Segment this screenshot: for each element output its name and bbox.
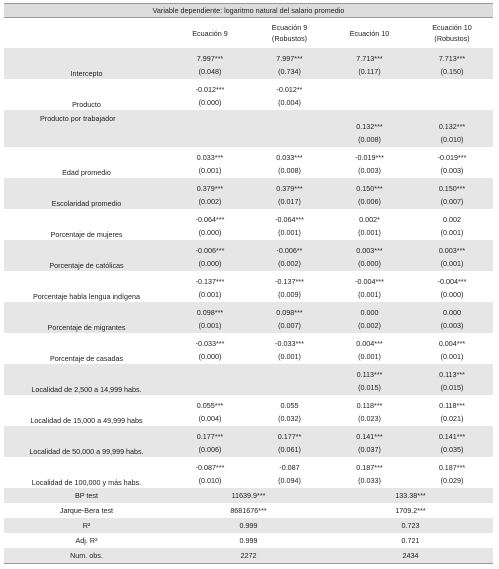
variable-label: Edad promedio xyxy=(62,168,111,177)
coefficient-cell: 0.177*** xyxy=(169,426,251,442)
coefficient-row xyxy=(4,364,493,380)
coefficient-cell: 0.055*** xyxy=(196,401,224,410)
statistic-label: Jarque-Bera test xyxy=(59,506,114,515)
std-error-cell: (0.002) xyxy=(169,194,251,209)
coefficient-cell: 0.379*** xyxy=(251,178,328,194)
std-error-cell: (0.007) xyxy=(251,318,328,333)
coefficient-row xyxy=(4,48,493,64)
coefficient-cell: 0.141*** xyxy=(411,426,493,442)
variable-label: Porcentaje de mujeres xyxy=(50,230,123,239)
std-error-cell: (0.001) xyxy=(278,352,301,361)
coefficient-row xyxy=(4,426,493,442)
std-error-cell xyxy=(169,132,251,147)
std-error-cell: (0.117) xyxy=(328,64,411,79)
std-error-cell: (0.001) xyxy=(440,228,464,237)
column-header-line1: Ecuación 9 xyxy=(271,23,308,32)
statistic-value-eq9: 0.999 xyxy=(169,518,328,533)
coefficient-cell: 0.003*** xyxy=(328,240,411,256)
coefficient-cell: -0.064*** xyxy=(275,215,304,224)
coefficient-cell: 0.033*** xyxy=(276,153,303,162)
std-error-cell xyxy=(411,95,493,110)
std-error-cell: (0.006) xyxy=(328,194,411,209)
column-header-row xyxy=(4,18,493,49)
coefficient-cell: 7.713*** xyxy=(411,48,493,64)
coefficient-cell: -0.137*** xyxy=(275,277,304,286)
coefficient-row xyxy=(4,333,493,349)
coefficient-row xyxy=(4,110,493,132)
coefficient-cell: 0.118*** xyxy=(439,401,465,410)
statistic-row xyxy=(4,503,493,518)
coefficient-row xyxy=(4,209,493,225)
std-error-cell: (0.010) xyxy=(411,132,493,147)
coefficient-cell xyxy=(411,79,493,95)
coefficient-cell: 0.098*** xyxy=(169,302,251,318)
std-error-cell: (0.048) xyxy=(169,64,251,79)
coefficient-cell: 0.000 xyxy=(328,302,411,318)
coefficient-cell xyxy=(169,364,251,380)
column-header xyxy=(169,18,251,49)
std-error-cell: (0.000) xyxy=(198,228,222,237)
std-error-cell: (0.033) xyxy=(358,476,381,485)
std-error-cell: (0.029) xyxy=(440,476,464,485)
column-header-line1: Ecuación 9 xyxy=(192,28,228,38)
coefficient-row xyxy=(4,302,493,318)
std-error-cell: (0.003) xyxy=(358,166,381,175)
coefficient-cell: 0.113*** xyxy=(411,364,493,380)
std-error-cell: (0.001) xyxy=(358,290,381,299)
coefficient-row xyxy=(4,178,493,194)
std-error-cell: (0.001) xyxy=(358,352,381,361)
variable-label: Producto xyxy=(72,100,101,109)
std-error-cell: (0.015) xyxy=(411,380,493,395)
statistic-value-eq9: 8681676*** xyxy=(230,506,267,515)
coefficient-row xyxy=(4,271,493,287)
statistic-row xyxy=(4,518,493,533)
statistic-value-eq10: 0.721 xyxy=(401,536,420,545)
statistic-label: R² xyxy=(4,518,169,533)
statistic-row xyxy=(4,548,493,564)
coefficient-cell: 0.002* xyxy=(359,215,380,224)
table-caption: Variable dependiente: logaritmo natural del salario promedio xyxy=(4,4,493,18)
variable-label: Localidad de 100,000 y más habs. xyxy=(31,478,142,487)
statistic-row xyxy=(4,488,493,503)
std-error-cell: (0.009) xyxy=(278,290,301,299)
coefficient-cell: -0.012** xyxy=(276,85,303,94)
header-corner xyxy=(4,18,169,49)
variable-label: Localidad de 2,500 a 14,999 habs. xyxy=(4,364,169,395)
coefficient-cell: -0.006** xyxy=(251,240,328,256)
coefficient-cell: 0.033*** xyxy=(196,153,224,162)
std-error-cell: (0.002) xyxy=(328,318,411,333)
variable-label: Porcentaje habla lengua indígena xyxy=(32,292,141,301)
column-header-line2: (Robustos) xyxy=(434,34,470,43)
variable-label: Porcentaje de católicas xyxy=(4,240,169,271)
regression-table xyxy=(4,3,493,564)
variable-label: Localidad de 15,000 a 49,999 habs xyxy=(30,416,143,425)
column-header xyxy=(328,18,411,49)
variable-label: Porcentaje de migrantes xyxy=(4,302,169,333)
std-error-cell: (0.008) xyxy=(278,166,301,175)
std-error-cell: (0.000) xyxy=(169,256,251,271)
std-error-cell: (0.023) xyxy=(358,414,381,423)
statistic-value-eq9: 0.999 xyxy=(239,536,258,545)
coefficient-cell: 0.118*** xyxy=(356,401,383,410)
variable-label: Intercepto xyxy=(4,48,169,79)
std-error-cell: (0.061) xyxy=(251,442,328,457)
variable-label: Localidad de 50,000 a 99,999 habs. xyxy=(4,426,169,457)
coefficient-cell: 0.004*** xyxy=(438,339,466,348)
std-error-cell: (0.001) xyxy=(198,290,222,299)
coefficient-cell: 7.997*** xyxy=(251,48,328,64)
coefficient-cell: -0.137*** xyxy=(195,277,225,286)
coefficient-row xyxy=(4,457,493,473)
coefficient-cell: -0.004*** xyxy=(437,277,467,286)
coefficient-cell: -0.033*** xyxy=(195,339,225,348)
coefficient-cell: -0.087 xyxy=(279,463,300,472)
coefficient-cell xyxy=(328,79,411,95)
std-error-cell: (0.035) xyxy=(411,442,493,457)
std-error-cell: (0.003) xyxy=(440,166,464,175)
regression-table-document xyxy=(4,3,493,564)
coefficient-cell: 0.150*** xyxy=(328,178,411,194)
std-error-cell: (0.003) xyxy=(411,318,493,333)
coefficient-cell: -0.033*** xyxy=(275,339,304,348)
std-error-cell: (0.007) xyxy=(411,194,493,209)
statistic-label: Num. obs. xyxy=(4,548,169,564)
statistic-value-eq10: 1709.2*** xyxy=(395,506,426,515)
std-error-cell: (0.017) xyxy=(251,194,328,209)
caption-row xyxy=(4,4,493,18)
std-error-cell xyxy=(251,380,328,395)
coefficient-cell: 0.187*** xyxy=(438,463,466,472)
coefficient-cell: 0.098*** xyxy=(251,302,328,318)
coefficient-row xyxy=(4,79,493,95)
std-error-cell: (0.734) xyxy=(251,64,328,79)
coefficient-cell: 0.113*** xyxy=(328,364,411,380)
column-header-line2: (Robustos) xyxy=(271,34,308,43)
std-error-cell: (0.001) xyxy=(198,166,222,175)
std-error-cell xyxy=(328,95,411,110)
coefficient-cell: 0.055 xyxy=(280,401,299,410)
statistic-label: Adj. R² xyxy=(75,536,98,545)
coefficient-cell: 7.713*** xyxy=(328,48,411,64)
column-header xyxy=(411,18,493,49)
coefficient-cell: 0.000 xyxy=(411,302,493,318)
std-error-cell: (0.015) xyxy=(328,380,411,395)
coefficient-cell: 0.379*** xyxy=(169,178,251,194)
coefficient-cell: -0.004*** xyxy=(355,277,384,286)
coefficient-cell: 0.003*** xyxy=(411,240,493,256)
coefficient-cell: -0.019*** xyxy=(437,153,467,162)
coefficient-cell: 0.187*** xyxy=(356,463,383,472)
std-error-cell: (0.010) xyxy=(198,476,222,485)
std-error-cell: (0.094) xyxy=(278,476,301,485)
statistic-label: BP test xyxy=(4,488,169,503)
coefficient-cell: 0.002 xyxy=(443,215,461,224)
std-error-cell: (0.150) xyxy=(411,64,493,79)
statistic-value-eq10: 0.723 xyxy=(328,518,493,533)
coefficient-cell: 7.997*** xyxy=(169,48,251,64)
coefficient-cell: 0.177** xyxy=(251,426,328,442)
statistic-value-eq10: 133.38*** xyxy=(328,488,493,503)
std-error-cell: (0.000) xyxy=(440,290,464,299)
std-error-cell: (0.032) xyxy=(278,414,301,423)
std-error-cell: (0.000) xyxy=(328,256,411,271)
std-error-cell: (0.002) xyxy=(251,256,328,271)
coefficient-cell: 0.132*** xyxy=(411,110,493,132)
std-error-cell: (0.001) xyxy=(278,228,301,237)
variable-label: Producto por trabajador xyxy=(4,110,169,147)
std-error-cell: (0.001) xyxy=(411,256,493,271)
std-error-cell xyxy=(251,132,328,147)
std-error-cell: (0.000) xyxy=(198,98,222,107)
std-error-cell: (0.000) xyxy=(198,352,222,361)
table-body xyxy=(4,48,493,564)
coefficient-cell: 0.004*** xyxy=(356,339,383,348)
coefficient-row xyxy=(4,395,493,411)
coefficient-cell: -0.012*** xyxy=(195,85,225,94)
std-error-cell: (0.001) xyxy=(169,318,251,333)
coefficient-cell: 0.150*** xyxy=(411,178,493,194)
variable-label: Escolaridad promedio xyxy=(4,178,169,209)
std-error-cell: (0.006) xyxy=(169,442,251,457)
coefficient-cell xyxy=(169,110,251,132)
column-header xyxy=(251,18,328,49)
coefficient-row xyxy=(4,240,493,256)
std-error-cell: (0.001) xyxy=(358,228,381,237)
std-error-cell: (0.037) xyxy=(328,442,411,457)
coefficient-cell: -0.006*** xyxy=(169,240,251,256)
column-header-line1: Ecuación 10 xyxy=(349,28,390,38)
std-error-cell xyxy=(169,380,251,395)
column-header-line1: Ecuación 10 xyxy=(432,23,472,32)
std-error-cell: (0.008) xyxy=(328,132,411,147)
coefficient-cell: -0.087*** xyxy=(195,463,225,472)
coefficient-cell: 0.132*** xyxy=(328,110,411,132)
variable-label: Porcentaje de casadas xyxy=(49,354,124,363)
coefficient-cell xyxy=(251,110,328,132)
std-error-cell: (0.004) xyxy=(278,98,301,107)
coefficient-row xyxy=(4,147,493,163)
coefficient-cell: -0.019*** xyxy=(355,153,384,162)
statistic-row xyxy=(4,533,493,548)
coefficient-cell xyxy=(251,364,328,380)
statistic-value-eq10: 2434 xyxy=(328,548,493,564)
std-error-cell: (0.004) xyxy=(198,414,222,423)
statistic-value-eq9: 2272 xyxy=(169,548,328,564)
coefficient-cell: 0.141*** xyxy=(328,426,411,442)
coefficient-cell: -0.064*** xyxy=(195,215,225,224)
statistic-value-eq9: 11639.9*** xyxy=(169,488,328,503)
std-error-cell: (0.021) xyxy=(440,414,464,423)
std-error-cell: (0.001) xyxy=(440,352,464,361)
